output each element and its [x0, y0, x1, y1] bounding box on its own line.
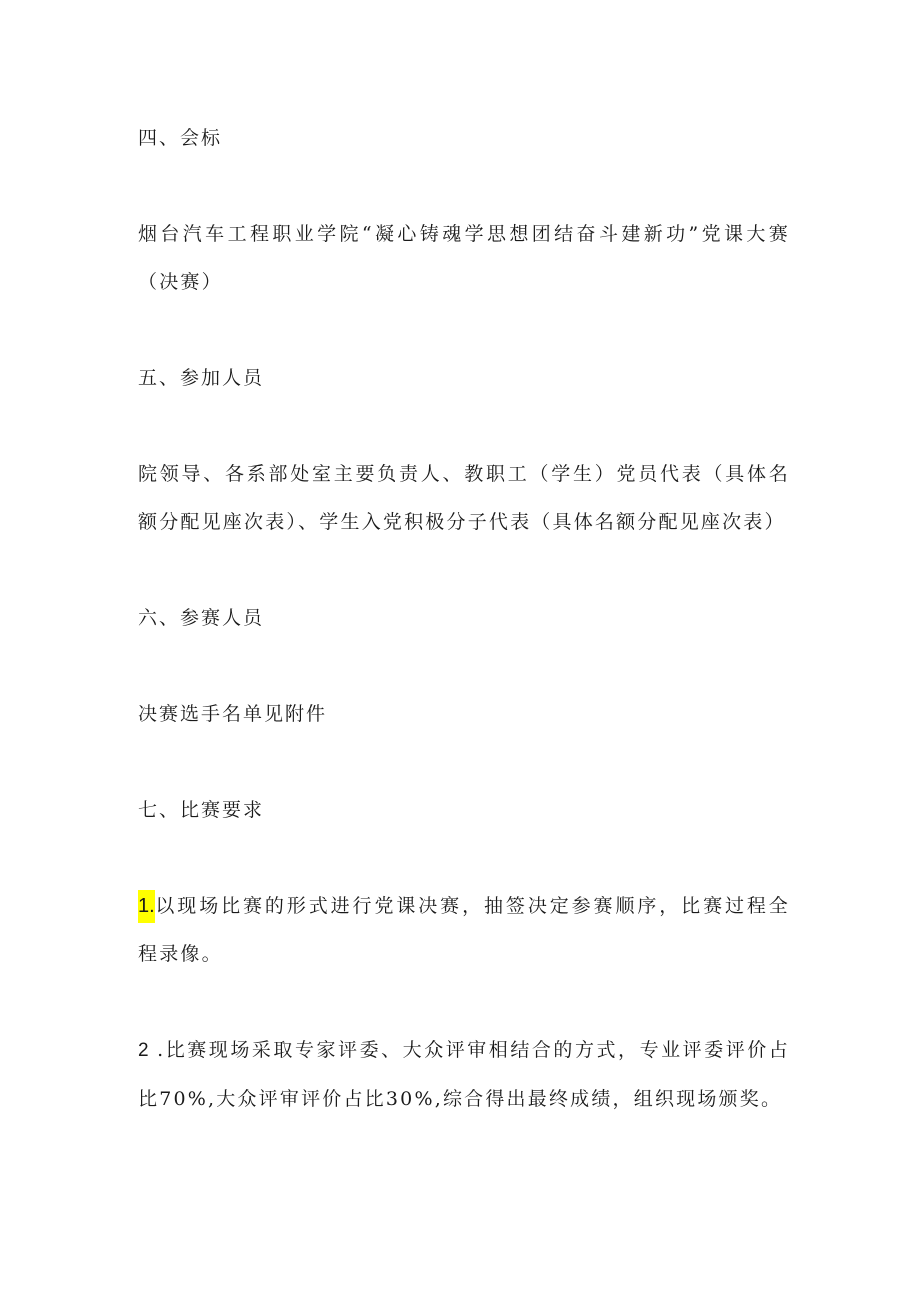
item-2-text: .比赛现场采取专家评委、大众评审相结合的方式，专业评委评价占比70%,大众评审评价占比30%,综合得出最终成绩，组织现场颁奖。	[138, 1039, 790, 1110]
section-6-heading: 六、参赛人员	[138, 607, 265, 629]
requirement-item-2	[138, 1026, 790, 1123]
item-1-text: 以现场比赛的形式进行党课决赛，抽签决定参赛顺序，比赛过程全程录像。	[138, 895, 790, 965]
requirement-item-1	[138, 882, 790, 978]
item-1-number-highlight: 1.	[138, 890, 155, 923]
section-4-heading: 四、会标	[138, 127, 223, 149]
section-7-heading: 七、比赛要求	[138, 799, 265, 821]
section-6-body: 决赛选手名单见附件	[138, 703, 328, 725]
item-2-number: 2	[138, 1040, 149, 1061]
section-5-body: 院领导、各系部处室主要负责人、教职工（学生）党员代表（具体名额分配见座次表）、学生入党积极分子代表（具体名额分配见座次表）	[138, 463, 790, 533]
section-4-body: 烟台汽车工程职业学院“凝心铸魂学思想团结奋斗建新功”党课大赛（决赛）	[138, 223, 790, 293]
section-5-heading: 五、参加人员	[138, 367, 265, 389]
